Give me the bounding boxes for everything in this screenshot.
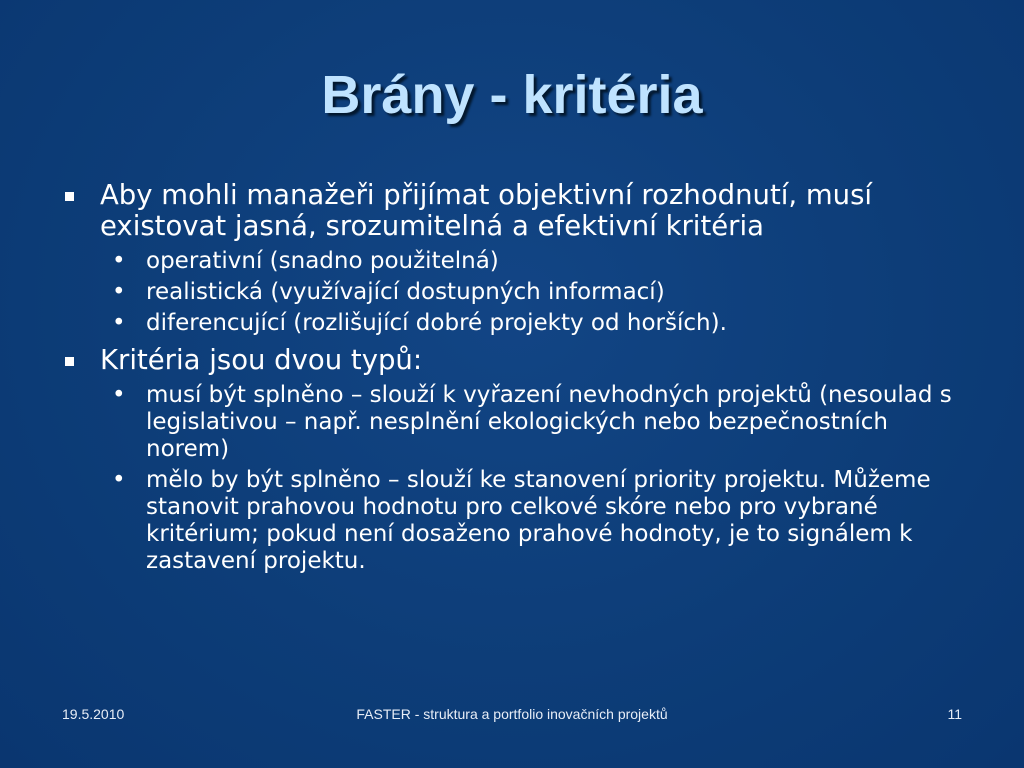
dot-bullet-icon: • — [112, 310, 126, 336]
dot-bullet-icon: • — [112, 248, 126, 274]
square-bullet-icon — [65, 192, 74, 201]
slide-content — [62, 180, 962, 583]
sub-bullet-text: musí být splněno – slouží k vyřazení nevhodných projektů (nesoulad s legislativou – např. nesplnění ekologických nebo bezpečnostních norem) — [146, 382, 952, 462]
sub-bullet-text: mělo by být splněno – slouží ke stanovení priority projektu. Můžeme stanovit prahovou hodnotu pro celkové skóre nebo pro vybrané kritérium; pokud není dosaženo prahové hodnoty, je to signálem k zastavení projektu. — [146, 467, 931, 574]
sub-bullet-list — [112, 248, 962, 337]
sub-bullet-text: operativní (snadno použitelná) — [146, 248, 499, 274]
square-bullet-icon — [65, 357, 74, 366]
dot-bullet-icon: • — [112, 467, 126, 493]
bullet-text: Kritéria jsou dvou typů: — [100, 344, 423, 376]
sub-bullet-item — [112, 248, 962, 275]
sub-bullet-item — [112, 382, 962, 463]
sub-bullet-text: realistická (využívající dostupných informací) — [146, 279, 665, 305]
bullet-text: Aby mohli manažeři přijímat objektivní rozhodnutí, musí existovat jasná, srozumitelná a efektivní kritéria — [100, 179, 873, 242]
footer-date: 19.5.2010 — [62, 706, 125, 722]
sub-bullet-item — [112, 467, 962, 575]
bullet-item — [62, 180, 962, 242]
footer-title: FASTER - struktura a portfolio inovačních projektů — [356, 706, 668, 722]
sub-bullet-list — [112, 382, 962, 575]
sub-bullet-item — [112, 279, 962, 306]
sub-bullet-text: diferencující (rozlišující dobré projekty od horších). — [146, 310, 727, 336]
sub-bullet-item — [112, 310, 962, 337]
slide-title: Brány - kritéria — [321, 65, 703, 125]
dot-bullet-icon: • — [112, 382, 126, 408]
page-number: 11 — [947, 706, 962, 722]
bullet-item — [62, 345, 962, 376]
dot-bullet-icon: • — [112, 279, 126, 305]
